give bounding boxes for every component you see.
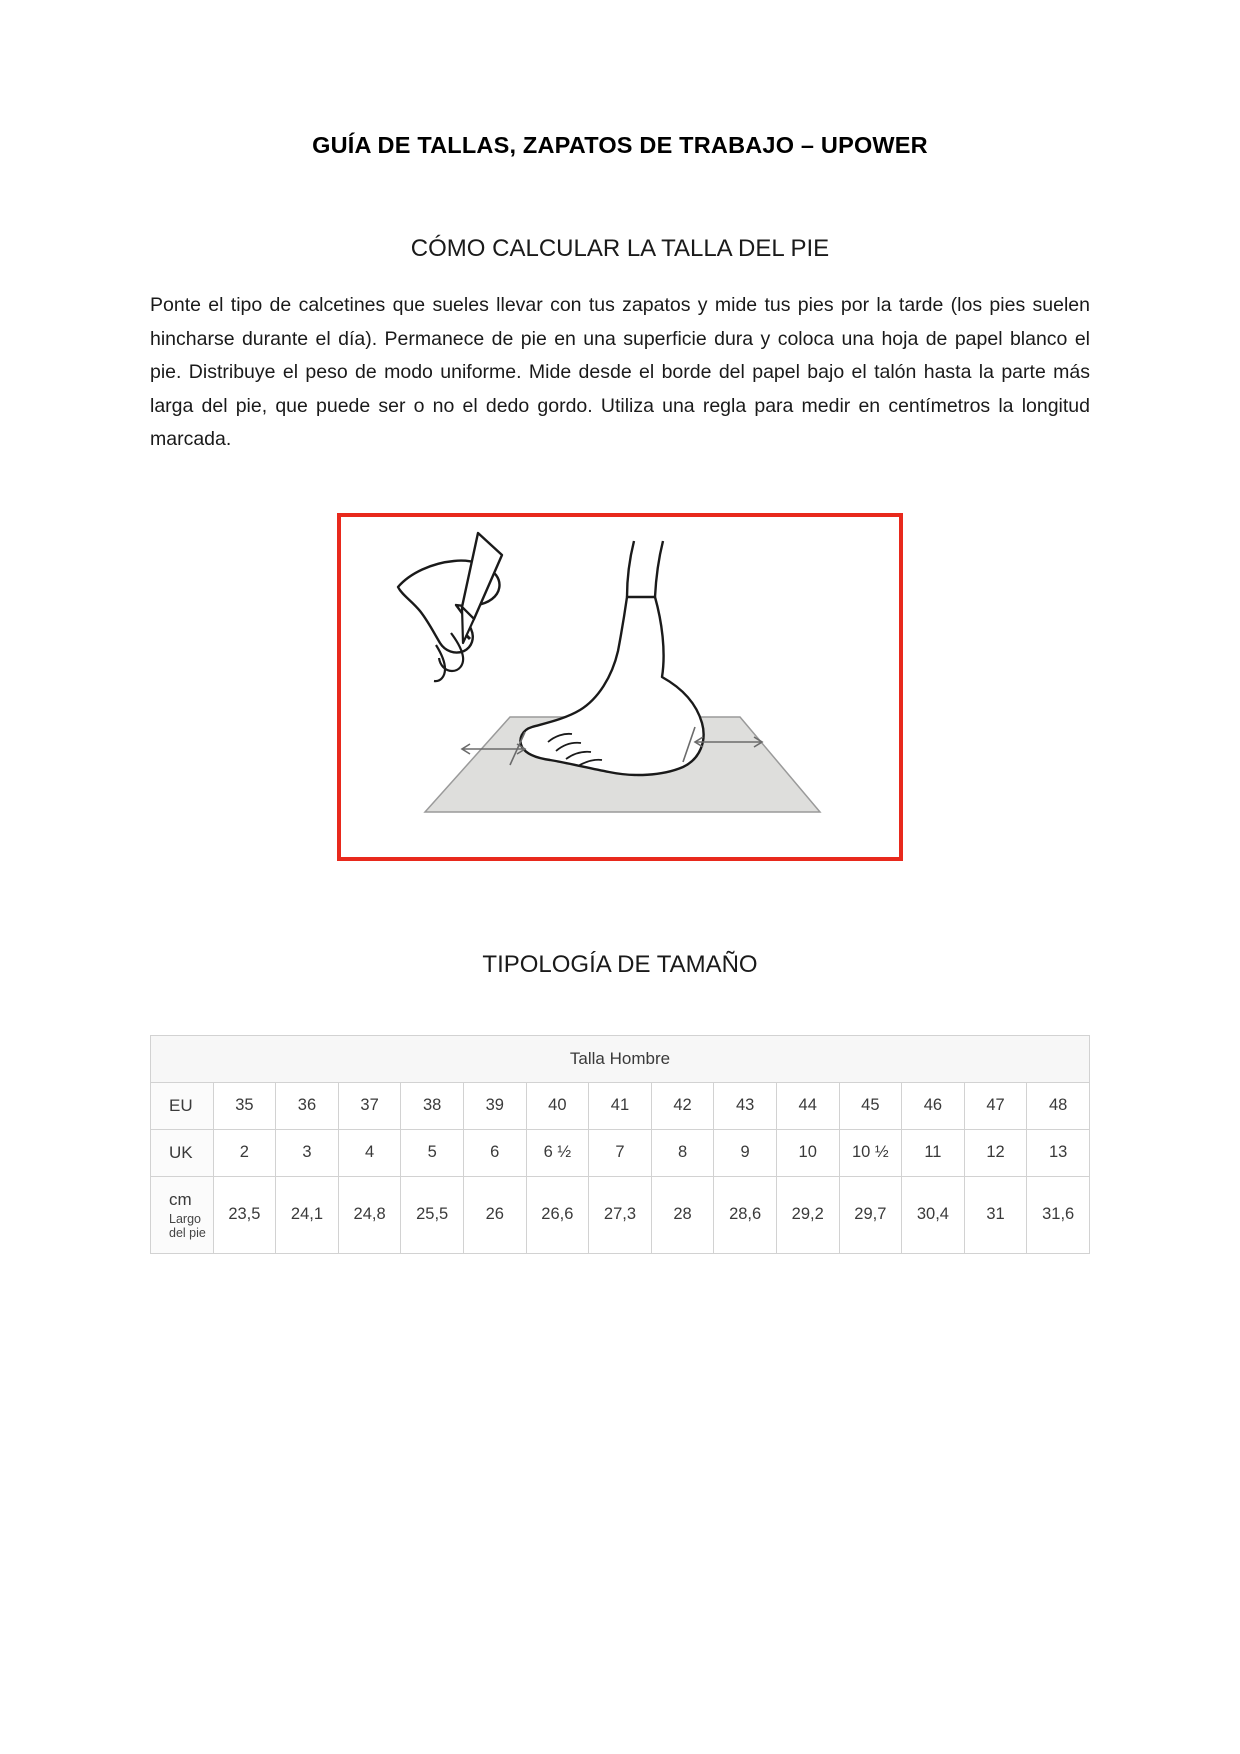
- table-cell: 7: [589, 1129, 652, 1176]
- foot-measuring-illustration: [337, 513, 903, 861]
- size-table: [150, 1035, 1090, 1254]
- table-cell: 26,6: [526, 1176, 589, 1253]
- table-row-label-text: cm: [169, 1189, 192, 1209]
- table-cell: 28,6: [714, 1176, 777, 1253]
- table-cell: 10: [776, 1129, 839, 1176]
- table-cell: 6 ½: [526, 1129, 589, 1176]
- table-header-row: [151, 1035, 1090, 1082]
- table-row-label: [151, 1082, 214, 1129]
- table-cell: 12: [964, 1129, 1027, 1176]
- table-cell: 36: [276, 1082, 339, 1129]
- table-row-label-text: UK: [169, 1142, 193, 1162]
- table-cell: 6: [463, 1129, 526, 1176]
- size-table-container: [150, 1035, 1090, 1254]
- foot-measuring-drawing: [350, 527, 890, 847]
- table-cell: 45: [839, 1082, 902, 1129]
- table-cell: 38: [401, 1082, 464, 1129]
- table-cell: 40: [526, 1082, 589, 1129]
- table-cell: 23,5: [213, 1176, 276, 1253]
- table-cell: 35: [213, 1082, 276, 1129]
- table-cell: 11: [902, 1129, 965, 1176]
- table-cell: 46: [902, 1082, 965, 1129]
- table-cell: 4: [338, 1129, 401, 1176]
- table-cell: 39: [463, 1082, 526, 1129]
- table-cell: 30,4: [902, 1176, 965, 1253]
- table-cell: 8: [651, 1129, 714, 1176]
- table-cell: 29,2: [776, 1176, 839, 1253]
- table-cell: 31,6: [1027, 1176, 1090, 1253]
- table-row-label: [151, 1176, 214, 1253]
- table-cell: 26: [463, 1176, 526, 1253]
- page-title: GUÍA DE TALLAS, ZAPATOS DE TRABAJO – UPOWER: [312, 132, 928, 158]
- table-cell: 3: [276, 1129, 339, 1176]
- table-cell: 48: [1027, 1082, 1090, 1129]
- table-row: [151, 1176, 1090, 1253]
- table-row: [151, 1129, 1090, 1176]
- table-cell: 28: [651, 1176, 714, 1253]
- table-cell: 31: [964, 1176, 1027, 1253]
- table-cell: 27,3: [589, 1176, 652, 1253]
- table-cell: 25,5: [401, 1176, 464, 1253]
- table-cell: 2: [213, 1129, 276, 1176]
- section-heading-tipologia: TIPOLOGÍA DE TAMAÑO: [482, 950, 758, 978]
- table-cell: 5: [401, 1129, 464, 1176]
- table-cell: 44: [776, 1082, 839, 1129]
- table-cell: 13: [1027, 1129, 1090, 1176]
- table-header-label: Talla Hombre: [151, 1035, 1090, 1082]
- instructions-paragraph: Ponte el tipo de calcetines que sueles llevar con tus zapatos y mide tus pies por la tarde (los pies suelen hincharse durante el día). Permanece de pie en una superficie dura y coloca una hoja de papel blanco el pie. Distribuye el peso de modo uniforme. Mide desde el borde del papel bajo el talón hasta la parte más larga del pie, que puede ser o no el dedo gordo. Utiliza una regla para medir en centímetros la longitud marcada.: [150, 294, 1090, 451]
- table-cell: 41: [589, 1082, 652, 1129]
- table-cell: 9: [714, 1129, 777, 1176]
- table-cell: 10 ½: [839, 1129, 902, 1176]
- table-cell: 42: [651, 1082, 714, 1129]
- figure-container: [150, 513, 1090, 861]
- section-heading-calcular-talla: CÓMO CALCULAR LA TALLA DEL PIE: [410, 235, 830, 262]
- table-row-sublabel: Largo del pie: [169, 1211, 206, 1240]
- table-row-label: [151, 1129, 214, 1176]
- table-cell: 43: [714, 1082, 777, 1129]
- table-row-label-text: EU: [169, 1095, 193, 1115]
- table-cell: 24,8: [338, 1176, 401, 1253]
- table-cell: 47: [964, 1082, 1027, 1129]
- table-row: [151, 1082, 1090, 1129]
- table-cell: 24,1: [276, 1176, 339, 1253]
- table-cell: 37: [338, 1082, 401, 1129]
- table-cell: 29,7: [839, 1176, 902, 1253]
